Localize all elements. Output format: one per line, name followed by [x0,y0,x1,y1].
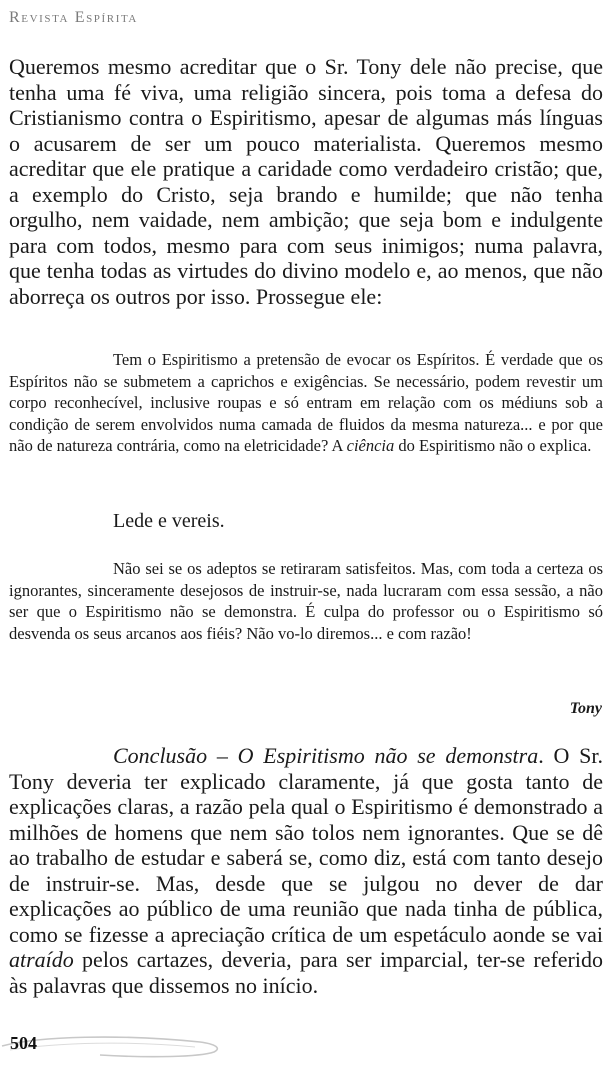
quote-1-ending: do Espiritismo não o explica. [394,436,592,455]
lede-line: Lede e vereis. [113,510,225,532]
quote-block-1 [9,349,603,457]
conclusion-text-b: pelos cartazes, deveria, para ser imparcial, ter-se referido às palavras que dissemos no início. [9,947,603,998]
quote-block-2: Não sei se os adeptos se retiraram satisfeitos. Mas, com toda a certeza os ignorantes, sinceramente desejosos de instruir-se, nada lucraram com essa sessão, a não ser que o Espiritismo não se demonstra. É culpa do professor ou o Espiritismo só desvenda os seus arcanos aos fiéis? Não vo-lo diremos... e com razão! [9,559,603,643]
signature: Tony [569,700,602,717]
conclusion-heading: Conclusão – O Espiritismo não se demonstra [113,743,539,768]
paragraph-opening: Queremos mesmo acreditar que o Sr. Tony dele não precise, que tenha uma fé viva, uma religião sincera, pois toma a defesa do Cristianismo contra o Espiritismo, apesar de algumas más línguas o acusarem de ser um pouco materialista. Queremos mesmo acreditar que ele pratique a caridade como verdadeiro cristão; que, a exemplo do Cristo, seja brando e humilde; que não tenha orgulho, nem vaidade, nem ambição; que seja bom e indulgente para com todos, mesmo para com seus inimigos; numa palavra, que tenha todas as virtudes do divino modelo e, ao menos, que não aborreça os outros por isso. Prossegue ele: [9,54,603,309]
page-number: 504 [10,1033,37,1053]
conclusion-italic-word: atraído [9,947,74,972]
quote-1-text: Tem o Espiritismo a pretensão de evocar os Espíritos. É verdade que os Espíritos não se submetem a caprichos e exigências. Se necessário, podem revestir um corpo reconhecível, inclusive roupas e só entram em relação com os médiuns sob a condição de serem envolvidos numa camada de fluidos da mesma natureza... e por que não de natureza contrária, como na eletricidade? A [9,350,603,455]
paragraph-conclusion [9,743,603,998]
running-head: Revista Espírita [9,9,138,26]
quote-1-italic-word: ciência [346,436,395,455]
conclusion-text-a: . O Sr. Tony deveria ter explicado claramente, já que gosta tanto de explicações claras, a razão pela qual o Espiritismo é demonstrado a milhões de homens que nem são tolos nem ignorantes. Que se dê ao trabalho de estudar e saberá se, como diz, está com tanto desejo de instruir-se. Mas, desde que se julgou no dever de dar explicações ao público de uma reunião que nada tinha de pública, como se fizesse a apreciação crítica de um espetáculo aonde se vai [9,743,603,947]
